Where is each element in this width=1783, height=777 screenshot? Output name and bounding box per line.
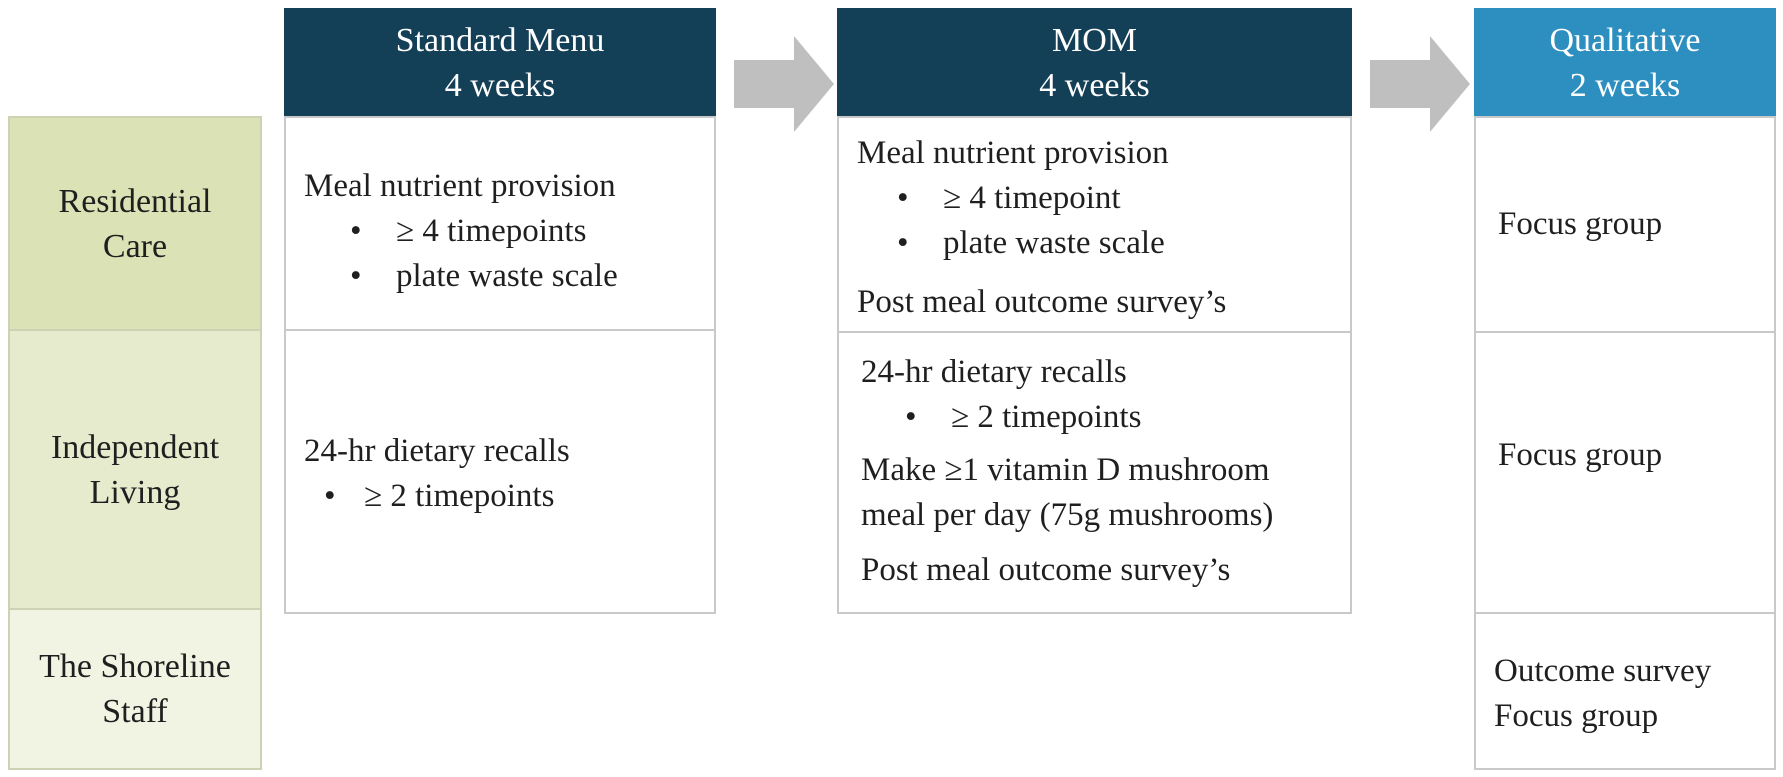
- row-label-independent-line1: Independent: [50, 428, 220, 466]
- mom-independent-footer: Post meal outcome survey’s: [861, 552, 1231, 588]
- row-label-residential-line1: Residential: [58, 182, 212, 220]
- qualitative-residential-cell: [1474, 116, 1776, 333]
- header-standard-duration: 4 weeks: [444, 67, 556, 104]
- mom-independent-make-line2: meal per day (75g mushrooms): [861, 497, 1274, 533]
- mom-residential-bullet-1: ≥ 4 timepoint: [943, 180, 1121, 216]
- standard-residential-bullet-1: ≥ 4 timepoints: [396, 213, 587, 249]
- bullet-icon: •: [350, 213, 362, 249]
- bullet-icon: •: [905, 399, 917, 435]
- row-label-staff-line1: The Shoreline: [39, 648, 231, 685]
- bullet-icon: •: [897, 225, 909, 261]
- header-mom-duration: 4 weeks: [1039, 67, 1150, 104]
- standard-independent-heading: 24-hr dietary recalls: [304, 433, 570, 469]
- qualitative-staff-cell: [1474, 612, 1776, 770]
- row-label-staff-line2: Staff: [102, 693, 168, 730]
- qualitative-independent-text: Focus group: [1498, 437, 1663, 473]
- row-label-shoreline-staff: [8, 608, 262, 770]
- list-item: [857, 176, 1350, 221]
- row-label-residential-line2: Care: [102, 227, 168, 265]
- header-qualitative-duration: 2 weeks: [1569, 67, 1681, 104]
- header-mom: [837, 8, 1352, 118]
- bullet-icon: •: [897, 180, 909, 216]
- qualitative-staff-line1: Outcome survey: [1494, 653, 1712, 689]
- mom-residential-footer: Post meal outcome survey’s: [857, 284, 1227, 320]
- mom-residential-cell: [837, 116, 1352, 333]
- header-qualitative-title: Qualitative: [1549, 22, 1701, 59]
- qualitative-independent-cell: [1474, 331, 1776, 614]
- list-item: [857, 221, 1350, 266]
- standard-independent-bullet-1: ≥ 2 timepoints: [364, 478, 555, 514]
- bullet-icon: •: [350, 258, 362, 294]
- standard-residential-heading: Meal nutrient provision: [304, 168, 616, 204]
- bullet-icon: •: [324, 478, 336, 514]
- mom-independent-make-line1: Make ≥1 vitamin D mushroom: [861, 452, 1270, 488]
- mom-residential-bullet-2: plate waste scale: [943, 225, 1165, 261]
- list-item: [861, 395, 1350, 440]
- list-item: [304, 254, 714, 299]
- header-mom-title: MOM: [1051, 22, 1138, 59]
- standard-residential-bullet-2: plate waste scale: [396, 258, 618, 294]
- row-label-residential-care: [8, 116, 262, 331]
- header-standard-menu: [284, 8, 716, 118]
- qualitative-residential-text: Focus group: [1498, 206, 1663, 242]
- qualitative-staff-line2: Focus group: [1494, 698, 1659, 734]
- row-label-independent-line2: Living: [89, 473, 181, 511]
- mom-independent-bullet-1: ≥ 2 timepoints: [951, 399, 1142, 435]
- header-standard-title: Standard Menu: [395, 22, 605, 59]
- list-item: [304, 474, 714, 519]
- arrow-right-icon: [1370, 36, 1470, 132]
- mom-independent-cell: [837, 331, 1352, 614]
- standard-residential-cell: [284, 116, 716, 331]
- mom-residential-heading: Meal nutrient provision: [857, 135, 1169, 171]
- row-label-independent-living: [8, 329, 262, 610]
- arrow-right-icon: [734, 36, 834, 132]
- list-item: [304, 209, 714, 254]
- header-qualitative: [1474, 8, 1776, 118]
- mom-independent-heading: 24-hr dietary recalls: [861, 354, 1127, 390]
- standard-independent-cell: [284, 329, 716, 614]
